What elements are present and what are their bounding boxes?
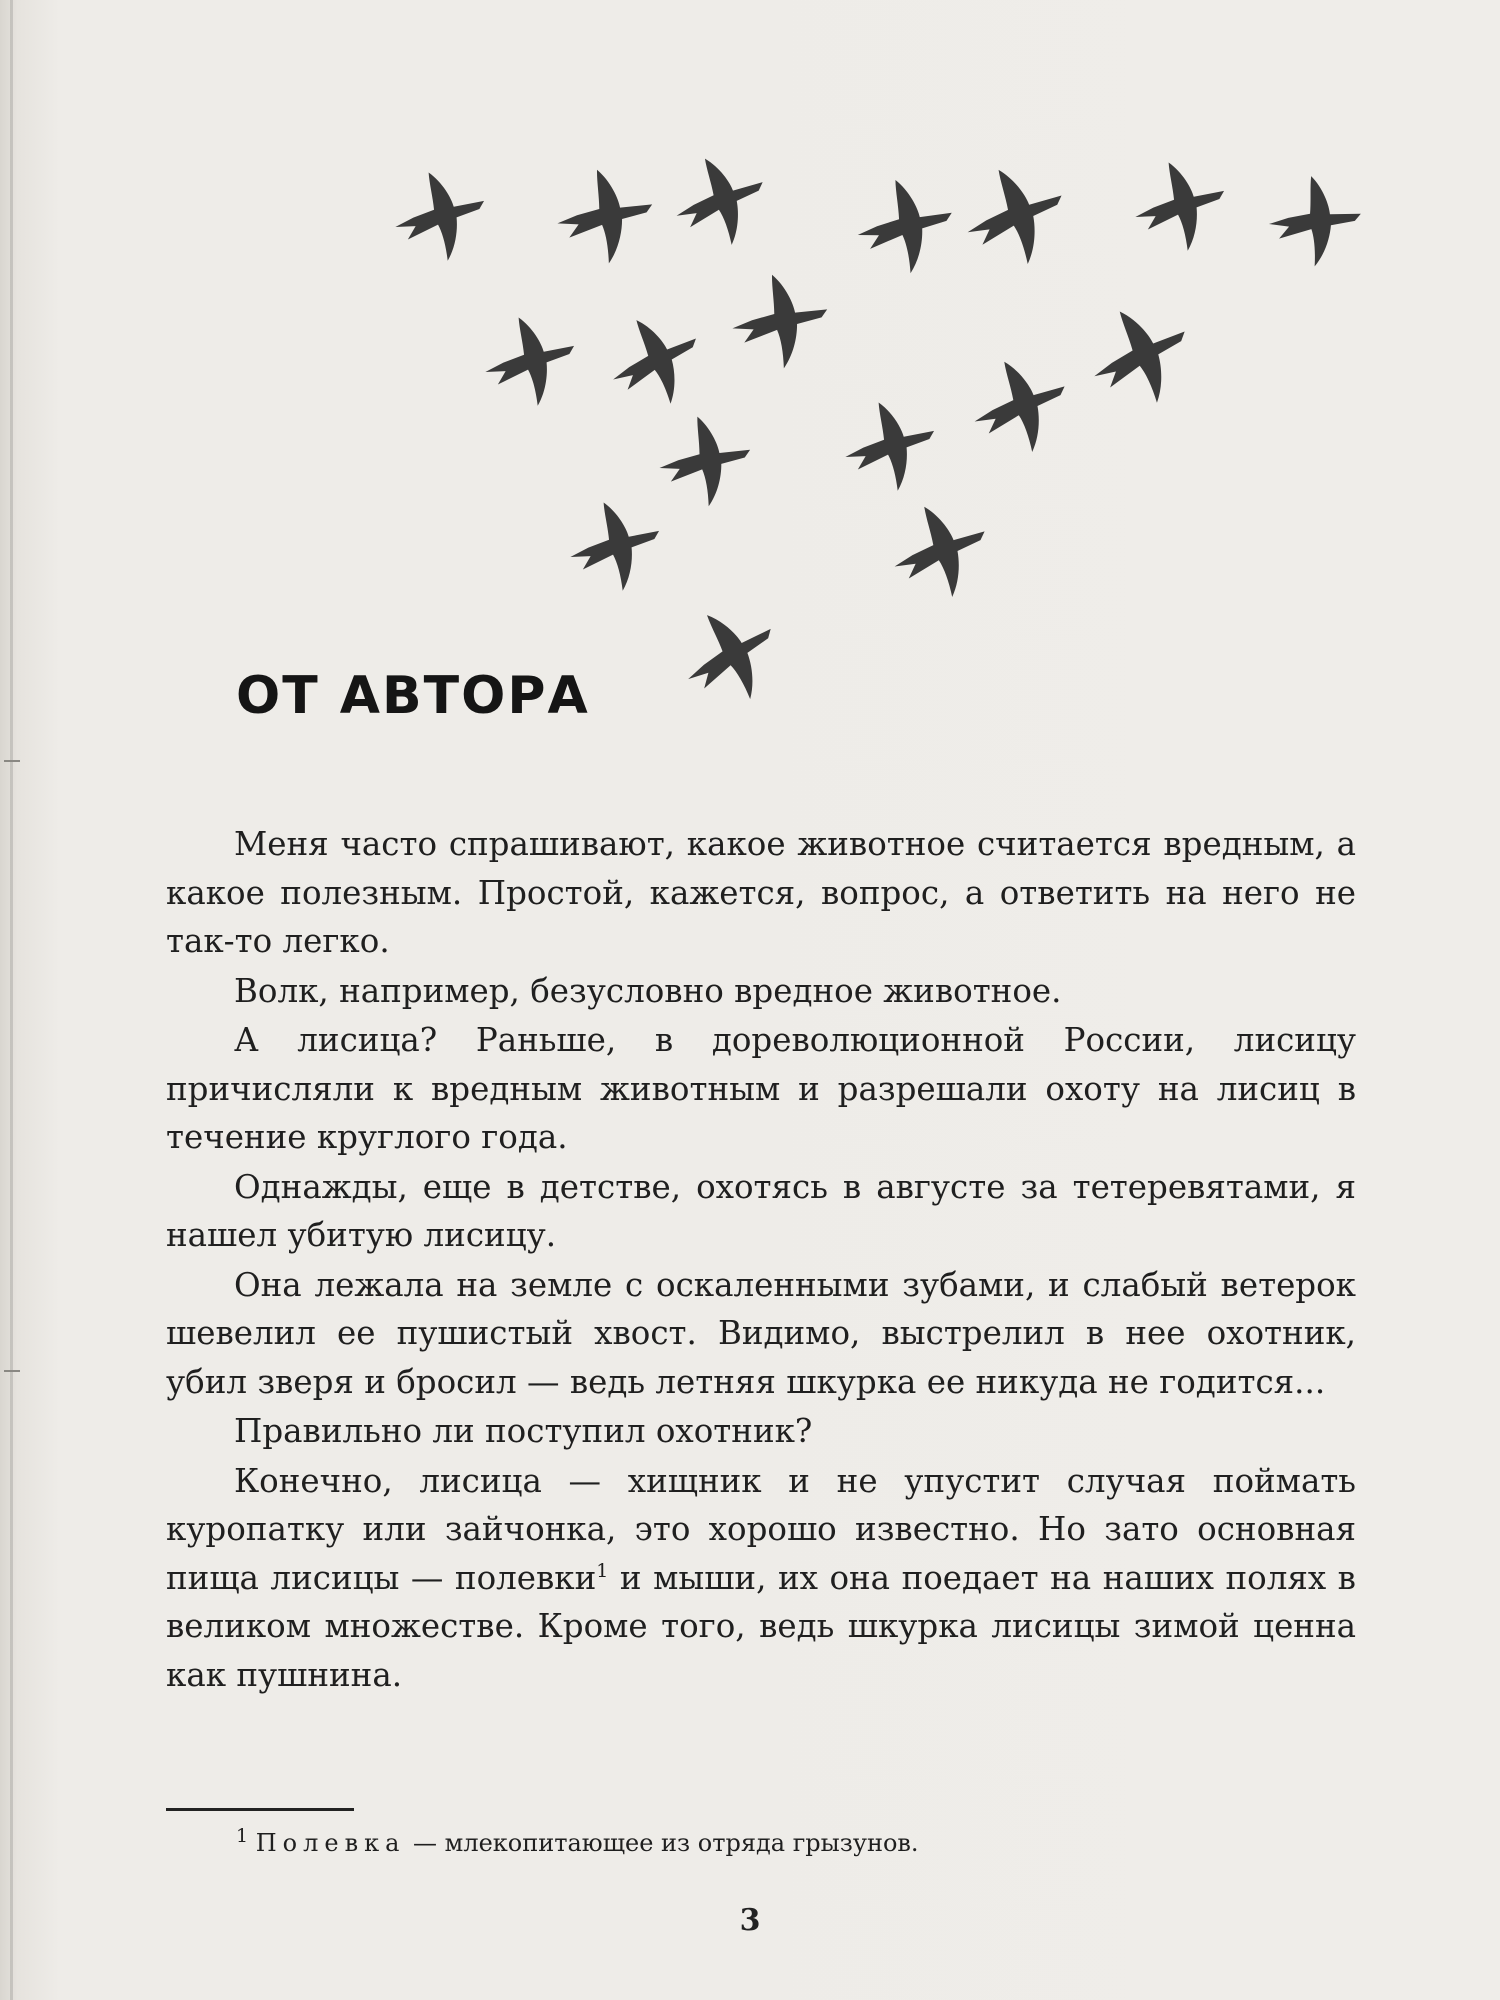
- footnote-term: Полевка: [255, 1829, 406, 1857]
- footnote: [236, 1825, 919, 1857]
- page-spine-shadow: [10, 0, 13, 2000]
- paragraph-text: Конечно, лисица — хищник и не упустит случая поймать куропатку или зайчонка, это хорошо известно. Но зато основная пища лисицы — полевки: [166, 1461, 1356, 1597]
- paragraph: Однажды, еще в детстве, охотясь в августе за тетеревятами, я нашел убитую лисицу.: [166, 1167, 1356, 1254]
- binding-stitch: [4, 1370, 20, 1372]
- paragraph: Она лежала на земле с оскаленными зубами, и слабый ветерок шевелил ее пушистый хвост. Видимо, выстрелил в нее охотник, убил зверя и бросил — ведь летняя шкурка ее никуда не годится...: [166, 1265, 1356, 1401]
- footnote-text: — млекопитающее из отряда грызунов.: [405, 1829, 919, 1857]
- paragraph: Волк, например, безусловно вредное животное.: [234, 971, 1062, 1010]
- flock-of-birds-icon: [390, 125, 1370, 725]
- body-text: [166, 820, 1356, 1700]
- paragraph: [166, 1457, 1356, 1700]
- paragraph-text: и мыши, их она поедает на наших полях в великом множестве. Кроме того, ведь шкурка лисицы зимой ценна как пушнина.: [166, 1558, 1356, 1694]
- binding-stitch: [4, 760, 20, 762]
- footnote-reference[interactable]: 1: [596, 1559, 609, 1582]
- footnote-mark: 1: [236, 1825, 249, 1847]
- paragraph: Меня часто спрашивают, какое животное считается вредным, а какое полезным. Простой, кажется, вопрос, а ответить на него не так-то легко.: [166, 825, 1356, 960]
- footnote-divider: [166, 1808, 354, 1811]
- paragraph: Правильно ли поступил охотник?: [234, 1412, 813, 1450]
- page-number: 3: [739, 1903, 761, 1938]
- paragraph: А лисица? Раньше, в дореволюционной России, лисицу причисляли к вредным животным и разрешали охоту на лисиц в течение круглого года.: [166, 1021, 1356, 1156]
- chapter-heading: ОТ АВТОРА: [236, 666, 590, 726]
